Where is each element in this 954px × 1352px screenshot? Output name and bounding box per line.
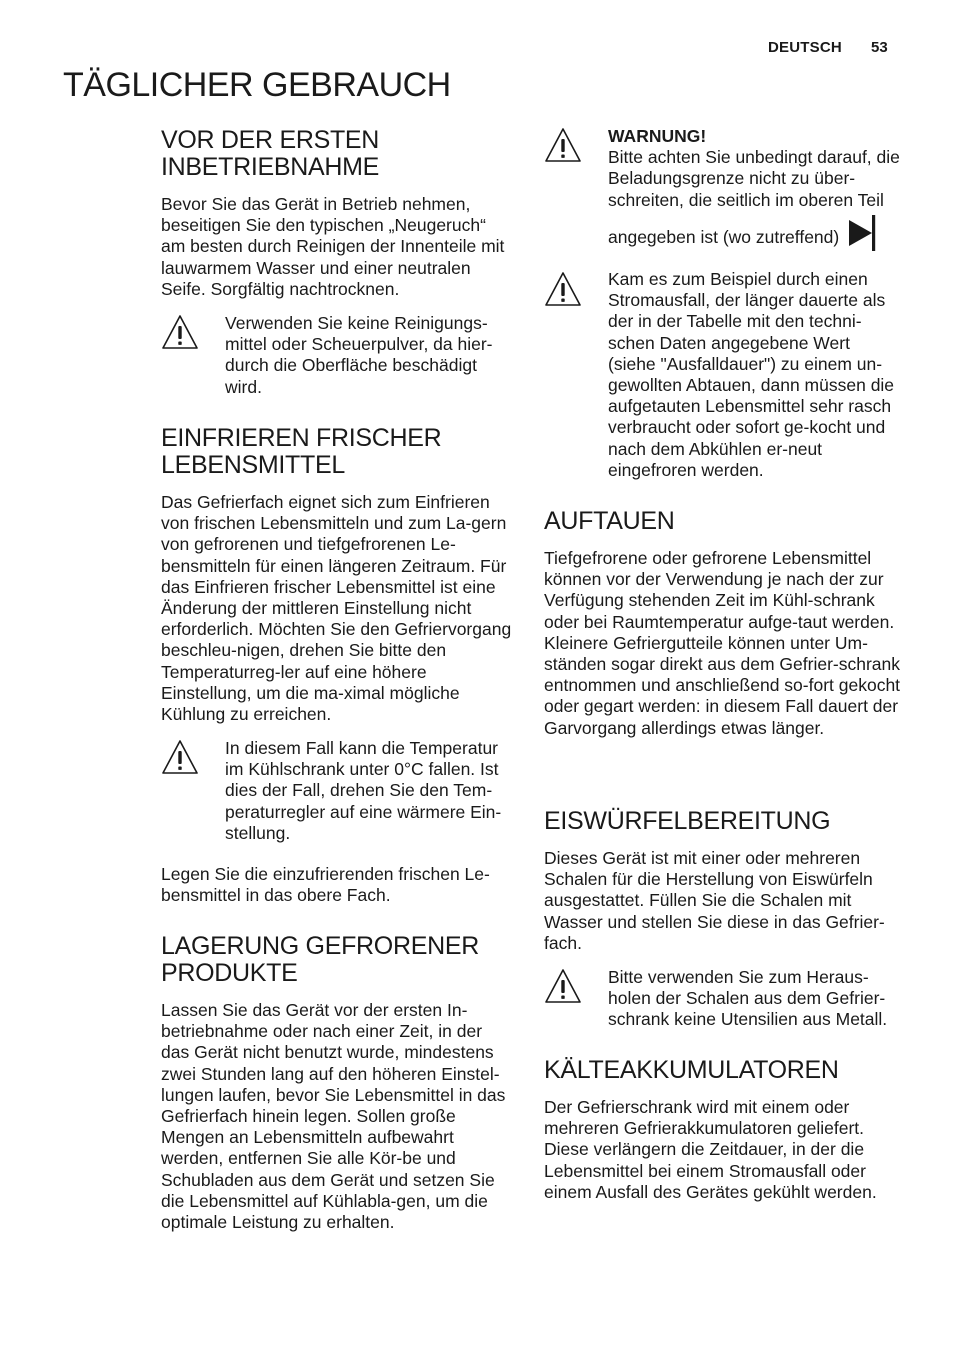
section-heading-storage: LAGERUNG GEFRORENER PRODUKTE bbox=[161, 932, 479, 987]
warning-icon bbox=[161, 739, 199, 775]
warning-load-limit-text-2: angegeben ist (wo zutreffend) bbox=[608, 215, 900, 251]
section-heading-freezing: EINFRIEREN FRISCHER LEBENSMITTEL bbox=[161, 424, 442, 479]
warning-text-cleaning: Verwenden Sie keine Reinigungs-mittel oder Scheuerpulver, da hier-durch die Oberfläche beschädigt wird. bbox=[225, 313, 493, 397]
section-heading-ice-cubes: EISWÜRFELBEREITUNG bbox=[544, 807, 831, 835]
section-heading-thawing: AUFTAUEN bbox=[544, 507, 675, 535]
section-heading-cold-accumulators: KÄLTEAKKUMULATOREN bbox=[544, 1056, 839, 1084]
paragraph-freezing: Das Gefrierfach eignet sich zum Einfrieren von frischen Lebensmitteln und zum La-gern von gefrorenen und tiefgefrorenen Le-bensmitteln für einen längeren Zeitraum. Für das Einfrieren frischer Lebensmittel ist eine Änderung der mittleren Einstellung nicht erforderlich. Möchten Sie den Gefriervorgang beschleu-nigen, drehen Sie bitte den Temperaturreg-ler auf eine höhere Einstellung, um die ma-ximal mögliche Kühlung zu erreichen. bbox=[161, 492, 512, 725]
warning-load-limit bbox=[608, 126, 900, 211]
paragraph-ice-cubes: Dieses Gerät ist mit einer oder mehreren Schalen für die Herstellung von Eiswürfeln ausgestattet. Füllen Sie die Schalen mit Wasser und stellen Sie diese in das Gefrier-fach. bbox=[544, 848, 885, 953]
warning-title: WARNUNG! bbox=[608, 126, 707, 146]
warning-icon bbox=[544, 127, 582, 163]
page-title: TÄGLICHER GEBRAUCH bbox=[63, 66, 451, 104]
warning-icon bbox=[544, 968, 582, 1004]
paragraph-upper-compartment: Legen Sie die einzufrierenden frischen Le-bensmittel in das obere Fach. bbox=[161, 864, 490, 906]
paragraph-cold-accumulators: Der Gefrierschrank wird mit einem oder mehreren Gefrierakkumulatoren geliefert. Diese verlängern die Zeitdauer, in der die Lebensmittel bei einem Stromausfall oder einem Ausfall des Gerätes gekühlt werden. bbox=[544, 1097, 877, 1202]
paragraph-first-use: Bevor Sie das Gerät in Betrieb nehmen, beseitigen Sie den typischen „Neugeruch“ am besten durch Reinigen der Innenteile mit lauwarmem Wasser und einer neutralen Seife. Sorgfältig nachtrocknen. bbox=[161, 194, 505, 299]
warning-text-temperature: In diesem Fall kann die Temperatur im Kühlschrank unter 0°C fallen. Ist dies der Fall, drehen Sie den Tem-peraturregler auf eine wärmere Ein-stellung. bbox=[225, 738, 502, 843]
section-heading-first-use: VOR DER ERSTEN INBETRIEBNAHME bbox=[161, 126, 380, 181]
warning-icon bbox=[544, 271, 582, 307]
paragraph-storage: Lassen Sie das Gerät vor der ersten In-betriebnahme oder nach einer Zeit, in der das Gerät nicht benutzt wurde, mindestens zwei Stunden lang auf den höheren Einstel-lungen laufen, bevor Sie Lebensmittel in das Gefrierfach hinein legen. Sollen große Mengen an Lebensmitteln aufbewahrt werden, entfernen Sie alle Kör-be und Schubladen aus dem Gerät und setzen Sie die Lebensmittel auf Kühlabla-gen, um die optimale Leistung zu erhalten. bbox=[161, 1000, 506, 1233]
load-limit-symbol-icon bbox=[848, 215, 878, 251]
warning-power-failure: Kam es zum Beispiel durch einen Stromausfall, der länger dauerte als der in der Tabelle mit den techni-schen Daten angegebene Wert (siehe "Ausfalldauer") zu einem un-gewollten Abtauen, dann müssen die aufgetauten Lebensmittel sehr rasch verbraucht oder sofort ge-kocht und nach dem Abkühlen er-neut eingefroren werden. bbox=[608, 269, 895, 480]
language-label: DEUTSCH bbox=[768, 39, 842, 56]
warning-metal-utensils: Bitte verwenden Sie zum Heraus-holen der Schalen aus dem Gefrier-schrank keine Utensilien aus Metall. bbox=[608, 967, 888, 1030]
paragraph-thawing: Tiefgefrorene oder gefrorene Lebensmittel können vor der Verwendung je nach der zur Verfügung stehenden Zeit im Kühl-schrank oder bei Raumtemperatur aufge-taut werden. Kleinere Gefriergutteile können unter Um-ständen sogar direkt aus dem Gefrier-schrank entnommen und anschließend so-fort gekocht oder gegart werden: in diesem Fall dauert der Garvorgang allerdings etwas länger. bbox=[544, 548, 901, 738]
warning-load-limit-text: Bitte achten Sie unbedingt darauf, die Beladungsgrenze nicht zu über-schreiten, die seitlich im oberen Teil bbox=[608, 147, 900, 210]
page-number: 53 bbox=[871, 39, 888, 56]
warning-icon bbox=[161, 314, 199, 350]
